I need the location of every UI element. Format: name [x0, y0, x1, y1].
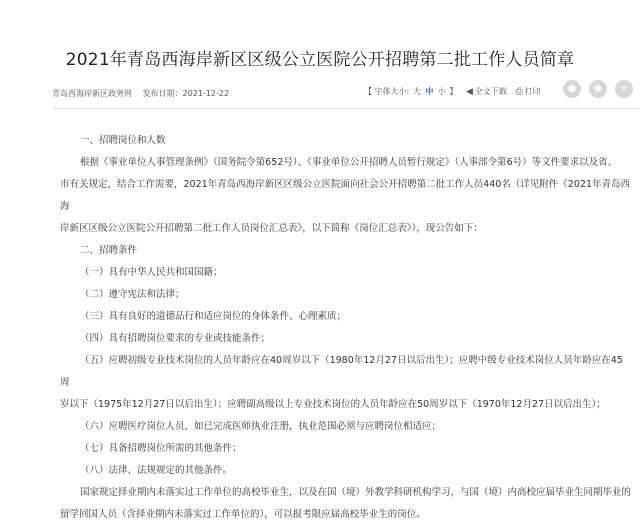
wechat-icon: ● — [567, 83, 577, 94]
condition-7: （七）具备招聘岗位所需的其他条件； — [80, 443, 242, 454]
condition-6: （六）应聘医疗岗位人员，如已完成医师执业注册，执业范围必须与应聘岗位相适应； — [80, 421, 442, 432]
article-meta-bar — [52, 82, 640, 102]
plus-icon: + — [619, 83, 629, 94]
fulltext-download-label: 全文下载 — [474, 87, 507, 96]
article-body — [60, 130, 632, 526]
print-icon: ⎙ — [515, 87, 523, 97]
font-size-label: 【 字体大小: — [364, 87, 410, 96]
paragraph-2-line-1: 国家规定择业期内未落实过工作单位的高校毕业生，以及在国（境）外教学科研机构学习，与国（境）内高校应届毕业生同期毕业的 — [80, 487, 632, 498]
paragraph-2-line-2: 留学回国人员（含择业期内未落实过工作单位的），可以报考限应届高校毕业生的岗位。 — [60, 509, 426, 520]
article-tools — [364, 86, 541, 97]
font-size-large-button[interactable]: 大 — [412, 87, 421, 96]
speaker-icon: ◀ — [465, 87, 473, 97]
print-label: 打印 — [524, 87, 541, 96]
condition-1: （一）具有中华人民共和国国籍； — [80, 267, 223, 278]
condition-5-line-2: 岁以下（1975年12月27日以后出生）；应聘副高级以上专业技术岗位的人员年龄应在50周岁以下（1970年12月27日以后出生）； — [60, 399, 606, 410]
condition-3: （三）具有良好的道德品行和适应岗位的身体条件、心理素质； — [80, 311, 347, 322]
paragraph-1-line-2: 市有关规定，结合工作需要，2021年青岛西海岸新区区级公立医院面向社会公开招聘第二批工作人员440名（详见附件《2021年青岛西海 — [60, 179, 630, 212]
condition-5-line-1: （五）应聘初级专业技术岗位的人员年龄应在40周岁以下（1980年12月27日以后出生）；应聘中级专业技术岗位人员年龄应在45周 — [60, 355, 623, 388]
font-size-small-button[interactable]: 小 — [437, 87, 446, 96]
more-share-button[interactable] — [615, 80, 633, 98]
print-button[interactable] — [515, 87, 540, 96]
page-title: 2021年青岛西海岸新区区级公立医院公开招聘第二批工作人员简章 — [65, 50, 575, 71]
condition-4: （四）具有招聘岗位要求的专业或技能条件； — [80, 333, 271, 344]
article-meta — [52, 88, 229, 99]
meta-divider — [52, 108, 640, 109]
section-heading-1: 一、招聘岗位和人数 — [80, 135, 166, 146]
paragraph-1-line-3: 岸新区区级公立医院公开招聘第二批工作人员岗位汇总表》，以下简称《岗位汇总表》），现公告如下： — [60, 223, 483, 234]
section-heading-2: 二、招聘条件 — [80, 245, 138, 256]
paragraph-1-line-1: 根据《事业单位人事管理条例》（国务院令第652号）、《事业单位公开招聘人员暂行规定》（人事部令第6号）等文件要求以及省、 — [80, 157, 618, 168]
font-size-medium-button[interactable]: 中 — [425, 87, 434, 96]
font-size-close: 】 — [449, 87, 458, 96]
condition-8: （八）法律、法规规定的其他条件。 — [80, 465, 233, 476]
source-label: 青岛西海岸新区政务网 — [52, 89, 132, 98]
wechat-share-button[interactable] — [563, 80, 581, 98]
weibo-icon: ◉ — [593, 83, 603, 94]
condition-2: （二）遵守宪法和法律； — [80, 289, 185, 300]
fulltext-download-button[interactable] — [466, 87, 509, 96]
publish-date: 发布日期：2021-12-22 — [142, 89, 230, 98]
weibo-share-button[interactable] — [589, 80, 607, 98]
